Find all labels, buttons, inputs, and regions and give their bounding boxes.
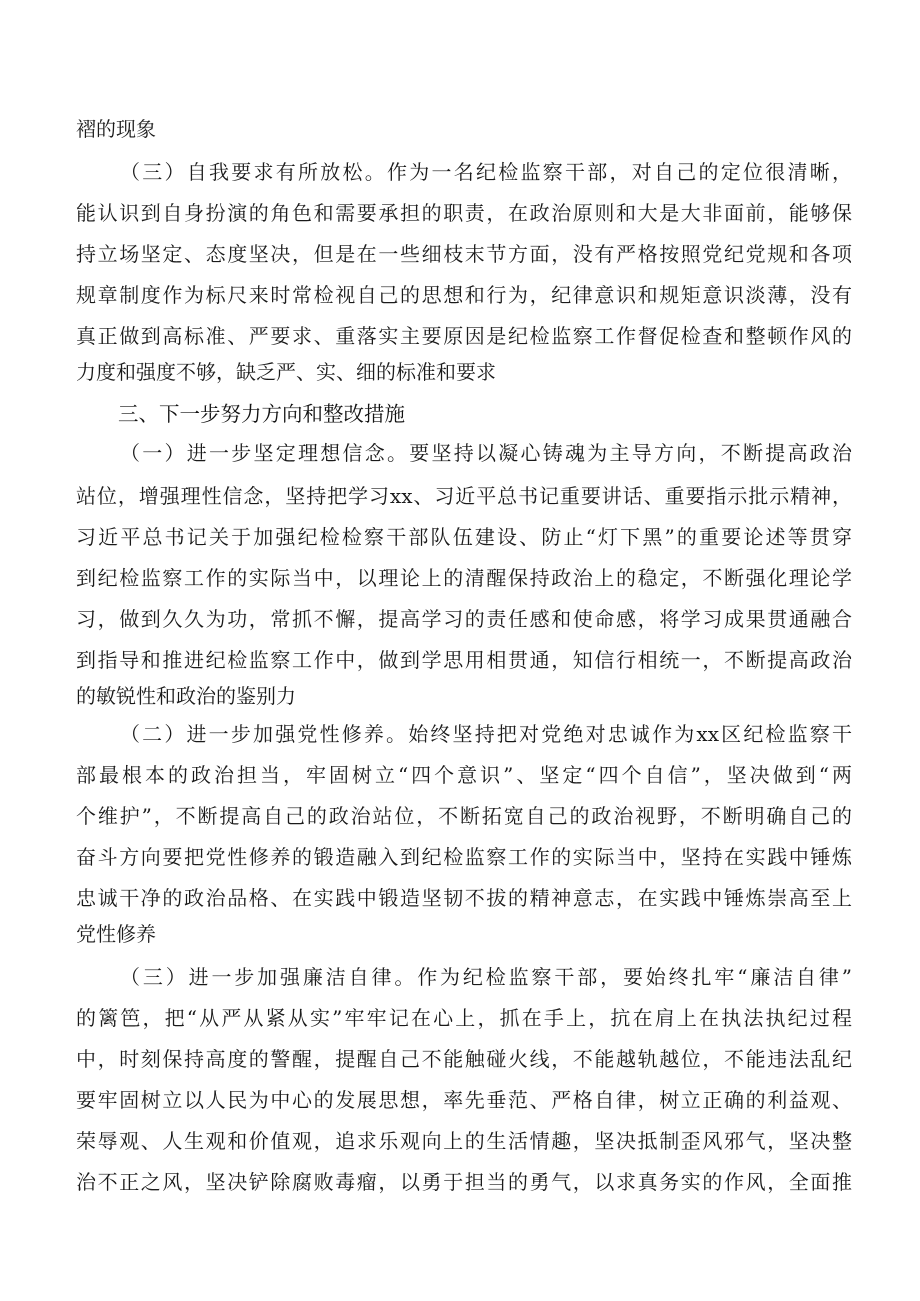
paragraph-line: 治不正之风，坚决铲除腐败毒瘤，以勇于担当的勇气，以求真务实的作风，全面推 — [76, 1170, 852, 1194]
paragraph-line: 到纪检监察工作的实际当中，以理论上的清醒保持政治上的稳定，不断强化理论学 — [76, 566, 852, 590]
paragraph-line: 要牢固树立以人民为中心的发展思想，率先垂范、严格自律，树立正确的利益观、 — [76, 1088, 852, 1112]
paragraph-line: 规章制度作为标尺来时常检视自己的思想和行为，纪律意识和规矩意识淡薄，没有 — [76, 283, 852, 307]
paragraph-line: 持立场坚定、态度坚决，但是在一些细枝末节方面，没有严格按照党纪党规和各项 — [76, 242, 852, 266]
paragraph-line: 的敏锐性和政治的鉴别力 — [76, 684, 296, 708]
paragraph-line: 中，时刻保持高度的警醒，提醒自己不能触碰火线，不能越轨越位，不能违法乱纪 — [76, 1047, 852, 1071]
paragraph-line: 到指导和推进纪检监察工作中，做到学思用相贯通，知信行相统一，不断提高政治 — [76, 648, 852, 672]
paragraph-line: 习，做到久久为功，常抓不懈，提高学习的责任感和使命感，将学习成果贯通融合 — [76, 607, 852, 631]
paragraph-line: 真正做到高标准、严要求、重落实主要原因是纪检监察工作督促检查和整顿作风的 — [76, 324, 852, 348]
paragraph-line: （一）进一步坚定理想信念。要坚持以凝心铸魂为主导方向，不断提高政治 — [120, 441, 852, 465]
paragraph-continuation-line: 褶的现象 — [76, 117, 156, 141]
paragraph-line: 能认识到自身扮演的角色和需要承担的职责，在政治原则和大是大非面前，能够保 — [76, 201, 852, 225]
paragraph-line: （二）进一步加强党性修养。始终坚持把对党绝对忠诚作为xx区纪检监察干 — [120, 722, 852, 746]
paragraph-line: 个维护”，不断提高自己的政治站位，不断拓宽自己的政治视野，不断明确自己的 — [76, 804, 852, 828]
paragraph-line: 站位，增强理性信念，坚持把学习xx、习近平总书记重要讲话、重要指示批示精神， — [76, 484, 852, 508]
paragraph-line: 荣辱观、人生观和价值观，追求乐观向上的生活情趣，坚决抵制歪风邪气，坚决整 — [76, 1129, 852, 1153]
paragraph-line: （三）自我要求有所放松。作为一名纪检监察干部，对自己的定位很清晰， — [120, 160, 852, 184]
paragraph-line: 奋斗方向要把党性修养的锻造融入到纪检监察工作的实际当中，坚持在实践中锤炼 — [76, 845, 852, 869]
paragraph-line: 的篱笆，把“从严从紧从实”牢牢记在心上，抓在手上，抗在肩上在执法执纪过程 — [76, 1006, 852, 1030]
paragraph-line: 习近平总书记关于加强纪检检察干部队伍建设、防止“灯下黑”的重要论述等贯穿 — [76, 525, 852, 549]
paragraph-line: 力度和强度不够，缺乏严、实、细的标准和要求 — [76, 360, 496, 384]
section-heading: 三、下一步努力方向和整改措施 — [118, 402, 405, 426]
paragraph-line: 忠诚干净的政治品格、在实践中锻造坚韧不拔的精神意志，在实践中锤炼崇高至上 — [76, 886, 852, 910]
paragraph-line: 党性修养 — [76, 922, 156, 946]
paragraph-line: 部最根本的政治担当，牢固树立“四个意识”、坚定“四个自信”，坚决做到“两 — [76, 763, 852, 787]
paragraph-line: （三）进一步加强廉洁自律。作为纪检监察干部，要始终扎牢“廉洁自律” — [120, 965, 852, 989]
